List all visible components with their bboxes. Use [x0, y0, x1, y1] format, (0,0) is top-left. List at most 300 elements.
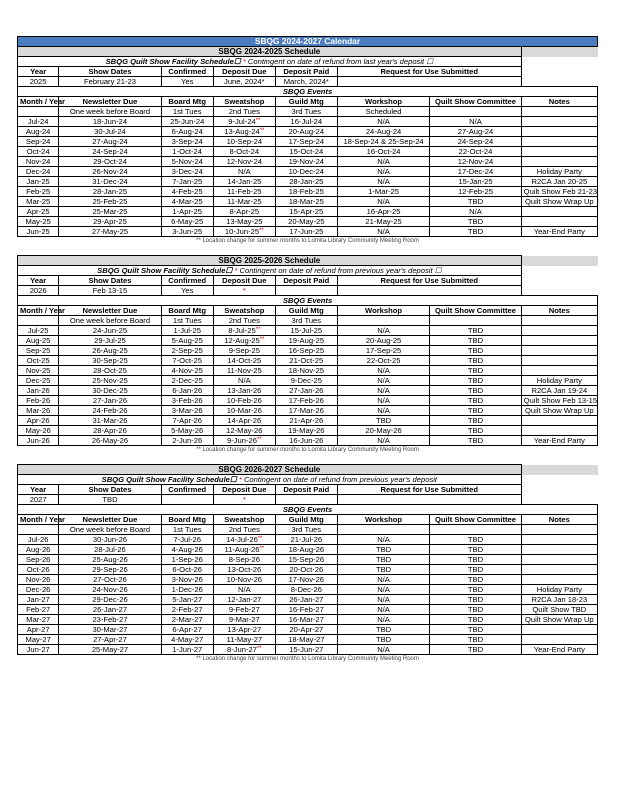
event-sweatshop: 12-May-26 — [226, 426, 263, 435]
event-notes — [521, 416, 597, 426]
facility-show-dates: TBD — [59, 495, 161, 505]
event-guild-mtg: 17-Jun-25 — [275, 227, 337, 237]
event-row — [18, 535, 598, 545]
facility-header-row — [18, 276, 598, 286]
event-row — [18, 326, 598, 336]
facility-year: 2026 — [18, 286, 59, 296]
event-notes: Quilt Show Feb 13-15 — [521, 396, 597, 406]
event-row — [18, 207, 598, 217]
subheader-workshop — [337, 525, 429, 535]
event-notes: Year-End Party — [521, 436, 597, 446]
events-label-row — [18, 296, 598, 306]
facility-column-header: Deposit Due — [213, 67, 275, 77]
blank-cell — [521, 485, 597, 495]
events-header-row — [18, 97, 598, 107]
event-row — [18, 356, 598, 366]
event-quilt-show-committee: TBD — [430, 625, 521, 635]
facility-show-dates: February 21-23 — [59, 77, 161, 87]
facility-header-row — [18, 67, 598, 77]
facility-row — [18, 77, 598, 87]
subheader-guild: 3rd Tues — [275, 316, 337, 326]
event-quilt-show-committee: TBD — [430, 336, 521, 346]
events-subheader-row — [18, 525, 598, 535]
facility-label-row — [18, 57, 598, 67]
event-newsletter-due: 26-May-26 — [59, 436, 161, 446]
event-month: Jul-26 — [18, 535, 59, 545]
blank-cell — [521, 67, 597, 77]
event-guild-mtg: 17-Mar-26 — [275, 406, 337, 416]
event-board-mtg: 5-May-26 — [161, 426, 213, 436]
event-sweatshop-cell — [213, 615, 275, 625]
event-newsletter-due: 26-Aug-25 — [59, 346, 161, 356]
event-sweatshop-cell — [213, 147, 275, 157]
event-quilt-show-committee: TBD — [430, 396, 521, 406]
event-workshop: N/A — [337, 645, 429, 655]
event-row — [18, 625, 598, 635]
subheader-board: 1st Tues — [161, 316, 213, 326]
event-notes — [521, 157, 597, 167]
event-newsletter-due: 25-Feb-25 — [59, 197, 161, 207]
event-notes: R2CA Jan 19-24 — [521, 386, 597, 396]
facility-deposit-due: * — [213, 495, 275, 505]
event-month: Feb-26 — [18, 396, 59, 406]
facility-deposit-paid: March, 2024* — [275, 77, 337, 87]
facility-column-header: Deposit Paid — [275, 276, 337, 286]
event-row — [18, 376, 598, 386]
section-spacer — [18, 246, 598, 256]
event-row — [18, 645, 598, 655]
event-column-header: Month / Year — [18, 306, 59, 316]
event-workshop: N/A — [337, 197, 429, 207]
event-month: May-25 — [18, 217, 59, 227]
event-board-mtg: 4-Nov-25 — [161, 366, 213, 376]
event-notes — [521, 535, 597, 545]
event-row — [18, 336, 598, 346]
event-notes: R2CA Jan 20-25 — [521, 177, 597, 187]
event-month: Jan-25 — [18, 177, 59, 187]
event-row — [18, 346, 598, 356]
subheader-guild: 3rd Tues — [275, 107, 337, 117]
location-change-mark: ** — [256, 437, 262, 443]
event-notes — [521, 336, 597, 346]
event-sweatshop: 11-Feb-25 — [227, 187, 262, 196]
event-sweatshop: 10-Sep-24 — [226, 137, 263, 146]
event-newsletter-due: 23-Feb-27 — [59, 615, 161, 625]
event-board-mtg: 25-Jun-24 — [161, 117, 213, 127]
event-sweatshop: 12-Nov-24 — [226, 157, 263, 166]
event-guild-mtg: 15-Sep-26 — [275, 555, 337, 565]
event-newsletter-due: 24-Jun-25 — [59, 326, 161, 336]
event-newsletter-due: 30-Mar-27 — [59, 625, 161, 635]
event-month: Jun-26 — [18, 436, 59, 446]
event-sweatshop-cell — [213, 645, 275, 655]
event-month: Nov-25 — [18, 366, 59, 376]
event-workshop: 22-Oct-25 — [337, 356, 429, 366]
subheader-committee — [430, 525, 521, 535]
event-notes — [521, 207, 597, 217]
event-board-mtg: 7-Jul-26 — [161, 535, 213, 545]
facility-row — [18, 286, 598, 296]
event-sweatshop: 13-May-25 — [226, 217, 263, 226]
event-workshop: TBD — [337, 545, 429, 555]
event-sweatshop: 13-Jan-26 — [227, 386, 262, 395]
event-board-mtg: 7-Jan-25 — [161, 177, 213, 187]
event-guild-mtg: 16-Jun-26 — [275, 436, 337, 446]
event-row — [18, 167, 598, 177]
event-notes — [521, 545, 597, 555]
facility-deposit-paid — [275, 286, 337, 296]
event-notes — [521, 127, 597, 137]
event-newsletter-due: 28-Oct-25 — [59, 366, 161, 376]
blank-cell — [521, 57, 597, 67]
asterisk-mark: * — [234, 266, 238, 275]
event-row — [18, 187, 598, 197]
facility-show-dates: Feb 13-15 — [59, 286, 161, 296]
event-workshop: TBD — [337, 625, 429, 635]
event-notes — [521, 147, 597, 157]
event-guild-mtg: 20-Oct-26 — [275, 565, 337, 575]
schedule-title-row — [18, 465, 598, 475]
event-month: Sep-24 — [18, 137, 59, 147]
event-notes: Quilt Show Feb 21-23 — [521, 187, 597, 197]
blank-cell — [521, 525, 597, 535]
event-workshop: 24-Aug-24 — [337, 127, 429, 137]
event-month: Aug-25 — [18, 336, 59, 346]
event-notes — [521, 625, 597, 635]
event-newsletter-due: 26-Nov-24 — [59, 167, 161, 177]
event-notes: Holiday Party — [521, 167, 597, 177]
location-note: ** Location change for summer months to Lomita Library Community Meeting Room — [196, 447, 419, 453]
event-month: Sep-25 — [18, 346, 59, 356]
event-newsletter-due: 30-Jul-24 — [59, 127, 161, 137]
event-column-header: Sweatshop — [213, 515, 275, 525]
event-sweatshop-cell — [213, 356, 275, 366]
event-row — [18, 575, 598, 585]
event-notes: Quilt Show Wrap Up — [521, 406, 597, 416]
blank-cell — [521, 47, 597, 57]
event-sweatshop-cell — [213, 336, 275, 346]
event-sweatshop: 9-Feb-27 — [228, 605, 260, 614]
event-quilt-show-committee: 24-Sep-24 — [430, 137, 521, 147]
facility-confirmed: Yes — [161, 286, 213, 296]
event-guild-mtg: 20-May-25 — [275, 217, 337, 227]
event-notes: Quilt Show TBD — [521, 605, 597, 615]
event-workshop: N/A — [337, 167, 429, 177]
facility-column-header: Year — [18, 67, 59, 77]
event-column-header: Month / Year — [18, 97, 59, 107]
facility-request — [337, 77, 521, 87]
facility-column-header: Request for Use Submitted — [337, 276, 521, 286]
facility-column-header: Request for Use Submitted — [337, 67, 521, 77]
spacer-cell — [18, 455, 598, 465]
event-newsletter-due: 24-Feb-26 — [59, 406, 161, 416]
event-row — [18, 127, 598, 137]
event-sweatshop: 8-Jun-27 — [226, 645, 257, 654]
event-guild-mtg: 26-Jan-27 — [275, 595, 337, 605]
event-newsletter-due: 25-May-27 — [59, 645, 161, 655]
blank-cell — [521, 286, 597, 296]
event-newsletter-due: 27-Aug-24 — [59, 137, 161, 147]
event-newsletter-due: 29-Sep-26 — [59, 565, 161, 575]
event-sweatshop: 13-Aug-24 — [224, 127, 260, 136]
event-month: Jul-24 — [18, 117, 59, 127]
event-month: Jul-25 — [18, 326, 59, 336]
location-change-mark: ** — [259, 228, 264, 234]
event-sweatshop-cell — [213, 227, 275, 237]
event-row — [18, 177, 598, 187]
event-sweatshop: 8-Sep-26 — [228, 555, 260, 564]
event-workshop: TBD — [337, 416, 429, 426]
event-notes — [521, 366, 597, 376]
event-month: Dec-25 — [18, 376, 59, 386]
subheader-newsletter: One week before Board — [59, 525, 161, 535]
event-board-mtg: 1-Sep-26 — [161, 555, 213, 565]
event-sweatshop-cell — [213, 326, 275, 336]
blank-cell — [521, 316, 597, 326]
asterisk-mark: * — [238, 475, 242, 484]
facility-column-header: Year — [18, 485, 59, 495]
event-notes — [521, 346, 597, 356]
event-guild-mtg: 18-Mar-25 — [275, 197, 337, 207]
blank-cell — [521, 465, 597, 475]
event-board-mtg: 4-Feb-25 — [161, 187, 213, 197]
events-label-row — [18, 505, 598, 515]
event-guild-mtg: 15-Jun-27 — [275, 645, 337, 655]
event-newsletter-due: 27-Jan-26 — [59, 396, 161, 406]
subheader-workshop: Scheduled — [337, 107, 429, 117]
facility-column-header: Show Dates — [59, 276, 161, 286]
event-workshop: N/A — [337, 227, 429, 237]
event-guild-mtg: 16-Mar-27 — [275, 615, 337, 625]
event-board-mtg: 5-Aug-25 — [161, 336, 213, 346]
event-column-header: Guild Mtg — [275, 515, 337, 525]
event-quilt-show-committee: TBD — [430, 436, 521, 446]
event-newsletter-due: 18-Jun-24 — [59, 117, 161, 127]
event-board-mtg: 4-Mar-25 — [161, 197, 213, 207]
event-sweatshop-cell — [213, 545, 275, 555]
event-workshop: N/A — [337, 117, 429, 127]
event-sweatshop: 14-Jul-26 — [226, 535, 258, 544]
event-quilt-show-committee: TBD — [430, 535, 521, 545]
event-guild-mtg: 15-Oct-24 — [275, 147, 337, 157]
event-workshop: N/A — [337, 326, 429, 336]
event-row — [18, 227, 598, 237]
event-newsletter-due: 28-Jul-26 — [59, 545, 161, 555]
event-column-header: Notes — [521, 515, 597, 525]
event-guild-mtg: 27-Jan-26 — [275, 386, 337, 396]
location-note-row — [18, 655, 598, 665]
facility-confirmed — [161, 495, 213, 505]
events-label: SBQG Events — [18, 505, 598, 515]
event-notes — [521, 217, 597, 227]
event-newsletter-due: 30-Sep-25 — [59, 356, 161, 366]
blank-cell — [18, 316, 59, 326]
event-newsletter-due: 31-Mar-26 — [59, 416, 161, 426]
event-board-mtg: 1-Apr-25 — [161, 207, 213, 217]
event-quilt-show-committee: TBD — [430, 346, 521, 356]
schedule-title: SBQG 2025-2026 Schedule — [18, 256, 522, 266]
event-board-mtg: 3-Sep-24 — [161, 137, 213, 147]
blank-cell — [18, 525, 59, 535]
event-sweatshop-cell — [213, 535, 275, 545]
event-quilt-show-committee: 12-Nov-24 — [430, 157, 521, 167]
event-quilt-show-committee: TBD — [430, 416, 521, 426]
event-quilt-show-committee: TBD — [430, 386, 521, 396]
event-sweatshop: 9-Jul-24 — [228, 117, 256, 126]
event-row — [18, 147, 598, 157]
event-newsletter-due: 31-Dec-24 — [59, 177, 161, 187]
event-workshop: N/A — [337, 406, 429, 416]
event-column-header: Workshop — [337, 515, 429, 525]
event-quilt-show-committee: N/A — [430, 207, 521, 217]
event-sweatshop: N/A — [237, 376, 251, 385]
event-sweatshop-cell — [213, 127, 275, 137]
event-newsletter-due: 24-Nov-26 — [59, 585, 161, 595]
subheader-newsletter: One week before Board — [59, 107, 161, 117]
blank-cell — [521, 495, 597, 505]
event-column-header: Workshop — [337, 97, 429, 107]
event-column-header: Board Mtg — [161, 515, 213, 525]
event-guild-mtg: 19-May-26 — [275, 426, 337, 436]
event-row — [18, 615, 598, 625]
event-row — [18, 386, 598, 396]
event-row — [18, 595, 598, 605]
event-quilt-show-committee: 27-Aug-24 — [430, 127, 521, 137]
event-guild-mtg: 18-Feb-25 — [275, 187, 337, 197]
event-guild-mtg: 15-Jul-25 — [275, 326, 337, 336]
event-board-mtg: 6-Aug-24 — [161, 127, 213, 137]
event-month: May-27 — [18, 635, 59, 645]
event-column-header: Board Mtg — [161, 97, 213, 107]
event-month: Aug-24 — [18, 127, 59, 137]
event-row — [18, 197, 598, 207]
facility-deposit-paid — [275, 495, 337, 505]
event-notes — [521, 575, 597, 585]
event-column-header: Guild Mtg — [275, 97, 337, 107]
event-workshop: N/A — [337, 376, 429, 386]
facility-column-header: Year — [18, 276, 59, 286]
event-notes: R2CA Jan 18-23 — [521, 595, 597, 605]
event-column-header: Guild Mtg — [275, 306, 337, 316]
event-guild-mtg: 16-Jul-24 — [275, 117, 337, 127]
event-guild-mtg: 16-Sep-25 — [275, 346, 337, 356]
facility-column-header: Deposit Due — [213, 485, 275, 495]
event-board-mtg: 3-Mar-26 — [161, 406, 213, 416]
event-board-mtg: 1-Oct-24 — [161, 147, 213, 157]
event-board-mtg: 2-Mar-27 — [161, 615, 213, 625]
event-row — [18, 436, 598, 446]
event-board-mtg: 5-Nov-24 — [161, 157, 213, 167]
event-newsletter-due: 29-Apr-25 — [59, 217, 161, 227]
event-newsletter-due: 27-Oct-26 — [59, 575, 161, 585]
location-change-mark: ** — [256, 646, 262, 652]
event-column-header: Sweatshop — [213, 97, 275, 107]
event-month: Oct-24 — [18, 147, 59, 157]
event-board-mtg: 3-Dec-24 — [161, 167, 213, 177]
event-board-mtg: 7-Oct-25 — [161, 356, 213, 366]
event-column-header: Board Mtg — [161, 306, 213, 316]
event-workshop: 20-Aug-25 — [337, 336, 429, 346]
event-row — [18, 416, 598, 426]
event-guild-mtg: 16-Feb-27 — [275, 605, 337, 615]
event-newsletter-due: 25-Aug-26 — [59, 555, 161, 565]
event-sweatshop: 11-Nov-25 — [226, 366, 262, 375]
facility-row — [18, 495, 598, 505]
event-workshop: N/A — [337, 436, 429, 446]
event-month: Mar-27 — [18, 615, 59, 625]
event-workshop: 16-Apr-25 — [337, 207, 429, 217]
event-sweatshop-cell — [213, 575, 275, 585]
event-sweatshop: 9-Sep-25 — [228, 346, 260, 355]
event-workshop: TBD — [337, 565, 429, 575]
event-newsletter-due: 29-Oct-24 — [59, 157, 161, 167]
event-sweatshop-cell — [213, 595, 275, 605]
event-quilt-show-committee: TBD — [430, 376, 521, 386]
calendar-document — [17, 36, 598, 664]
event-sweatshop: 14-Apr-26 — [227, 416, 262, 425]
event-newsletter-due: 26-Jan-27 — [59, 605, 161, 615]
event-newsletter-due: 28-Jan-25 — [59, 187, 161, 197]
event-sweatshop-cell — [213, 376, 275, 386]
event-column-header: Notes — [521, 306, 597, 316]
event-month: Feb-25 — [18, 187, 59, 197]
event-quilt-show-committee: TBD — [430, 645, 521, 655]
event-workshop: 1-Mar-25 — [337, 187, 429, 197]
blank-cell — [521, 276, 597, 286]
subheader-sweatshop: 2nd Tues — [213, 525, 275, 535]
facility-column-header: Show Dates — [59, 485, 161, 495]
event-month: Oct-26 — [18, 565, 59, 575]
facility-label-row — [18, 266, 598, 276]
events-header-row — [18, 515, 598, 525]
event-guild-mtg: 20-Aug-24 — [275, 127, 337, 137]
event-sweatshop: 10-Feb-26 — [226, 396, 262, 405]
event-notes: Year-End Party — [521, 645, 597, 655]
event-month: Oct-25 — [18, 356, 59, 366]
event-newsletter-due: 27-Apr-27 — [59, 635, 161, 645]
schedule-title-row — [18, 256, 598, 266]
event-sweatshop: 11-Mar-25 — [227, 197, 262, 206]
event-sweatshop: 9-Mar-27 — [228, 615, 260, 624]
event-workshop: N/A — [337, 366, 429, 376]
event-month: Aug-26 — [18, 545, 59, 555]
blank-cell — [521, 77, 597, 87]
event-guild-mtg: 21-Oct-25 — [275, 356, 337, 366]
event-notes: Quilt Show Wrap Up — [521, 615, 597, 625]
event-guild-mtg: 18-May-27 — [275, 635, 337, 645]
event-board-mtg: 1-Jun-27 — [161, 645, 213, 655]
event-workshop: N/A — [337, 605, 429, 615]
events-label: SBQG Events — [18, 87, 598, 97]
event-notes — [521, 555, 597, 565]
facility-label-cell — [18, 266, 522, 276]
event-sweatshop: 12-Jan-27 — [227, 595, 262, 604]
facility-deposit-due: * — [213, 286, 275, 296]
event-newsletter-due: 28-Apr-26 — [59, 426, 161, 436]
event-board-mtg: 1-Dec-26 — [161, 585, 213, 595]
facility-confirmed: Yes — [161, 77, 213, 87]
event-board-mtg: 1-Jul-25 — [161, 326, 213, 336]
event-quilt-show-committee: TBD — [430, 615, 521, 625]
event-newsletter-due: 24-Sep-24 — [59, 147, 161, 157]
event-sweatshop-cell — [213, 157, 275, 167]
event-guild-mtg: 21-Jul-26 — [275, 535, 337, 545]
events-subheader-row — [18, 316, 598, 326]
event-sweatshop: 14-Jan-25 — [227, 177, 262, 186]
facility-column-header: Deposit Paid — [275, 485, 337, 495]
event-notes — [521, 137, 597, 147]
event-column-header: Newsletter Due — [59, 515, 161, 525]
